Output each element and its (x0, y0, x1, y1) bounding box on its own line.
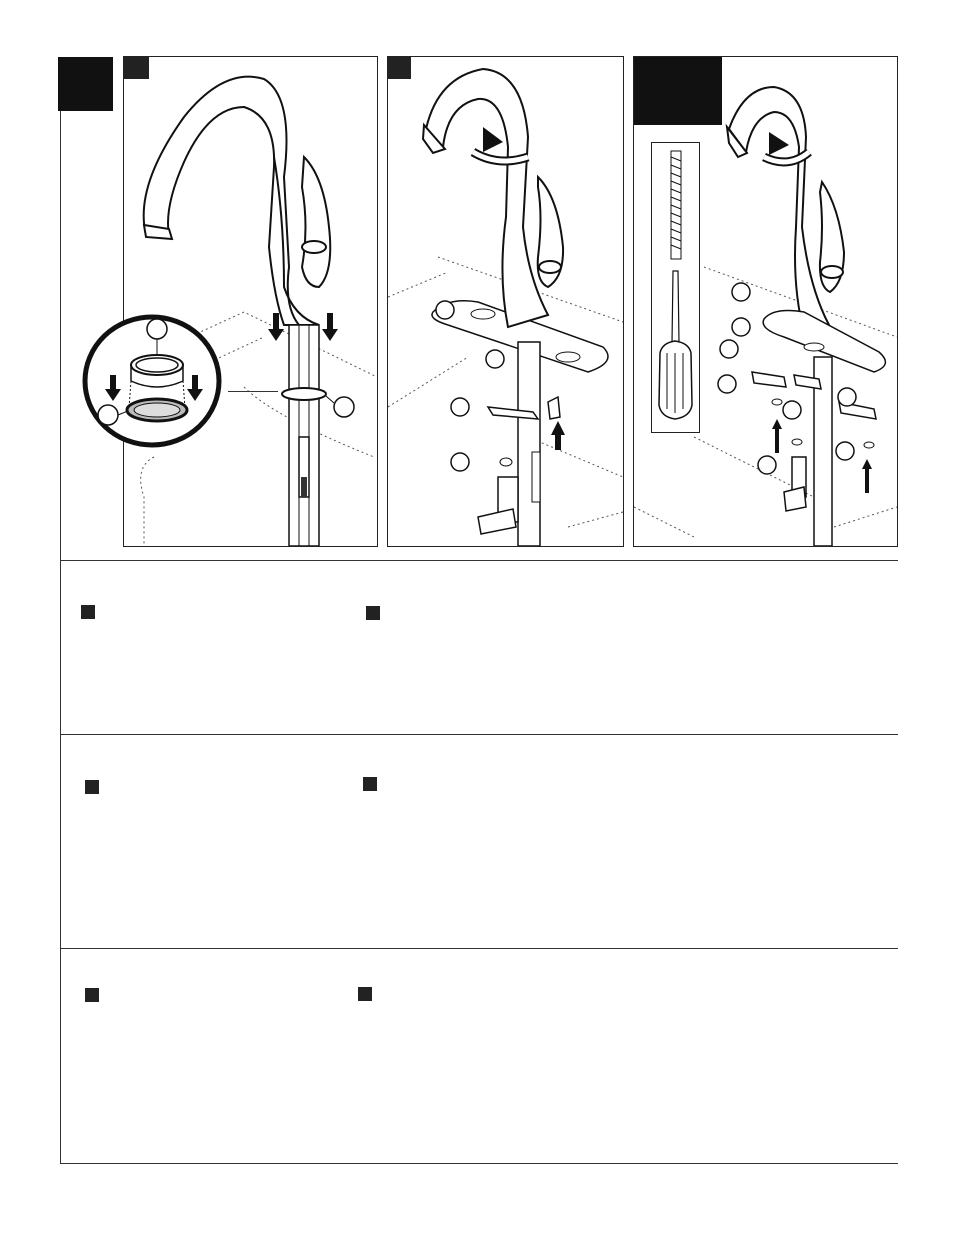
tools-inset (651, 142, 700, 433)
left-margin-rule (60, 111, 61, 1163)
row-1-left-marker (81, 605, 95, 619)
row-3-right-marker (358, 987, 372, 1001)
faucet-install-illustration-2 (388, 57, 623, 546)
o-ring-icon (127, 399, 187, 421)
screwdriver-icon (659, 271, 692, 419)
panel-3-tab (634, 57, 722, 125)
illustration-panel-2 (387, 56, 624, 547)
illustration-panel-1 (123, 56, 378, 547)
panel-2-tab (388, 57, 411, 79)
section-rule-4 (60, 1163, 898, 1164)
section-rule-3 (60, 948, 898, 949)
faucet-icon (423, 69, 563, 327)
detail-inset (82, 313, 232, 453)
up-arrow-icon (551, 421, 565, 450)
panel-1-tab (124, 57, 149, 79)
row-2-left-marker (85, 780, 99, 794)
section-rule-1 (60, 560, 898, 561)
threaded-rod-icon (671, 151, 681, 259)
step-number-tab (58, 57, 113, 111)
section-rule-2 (60, 734, 898, 735)
nut-icon (478, 458, 518, 534)
row-2-right-marker (363, 777, 377, 791)
faucet-install-illustration-1 (124, 57, 377, 546)
row-3-left-marker (85, 988, 99, 1002)
faucet-icon (144, 77, 331, 325)
inset-leader (228, 391, 278, 392)
row-1-right-marker (366, 606, 380, 620)
